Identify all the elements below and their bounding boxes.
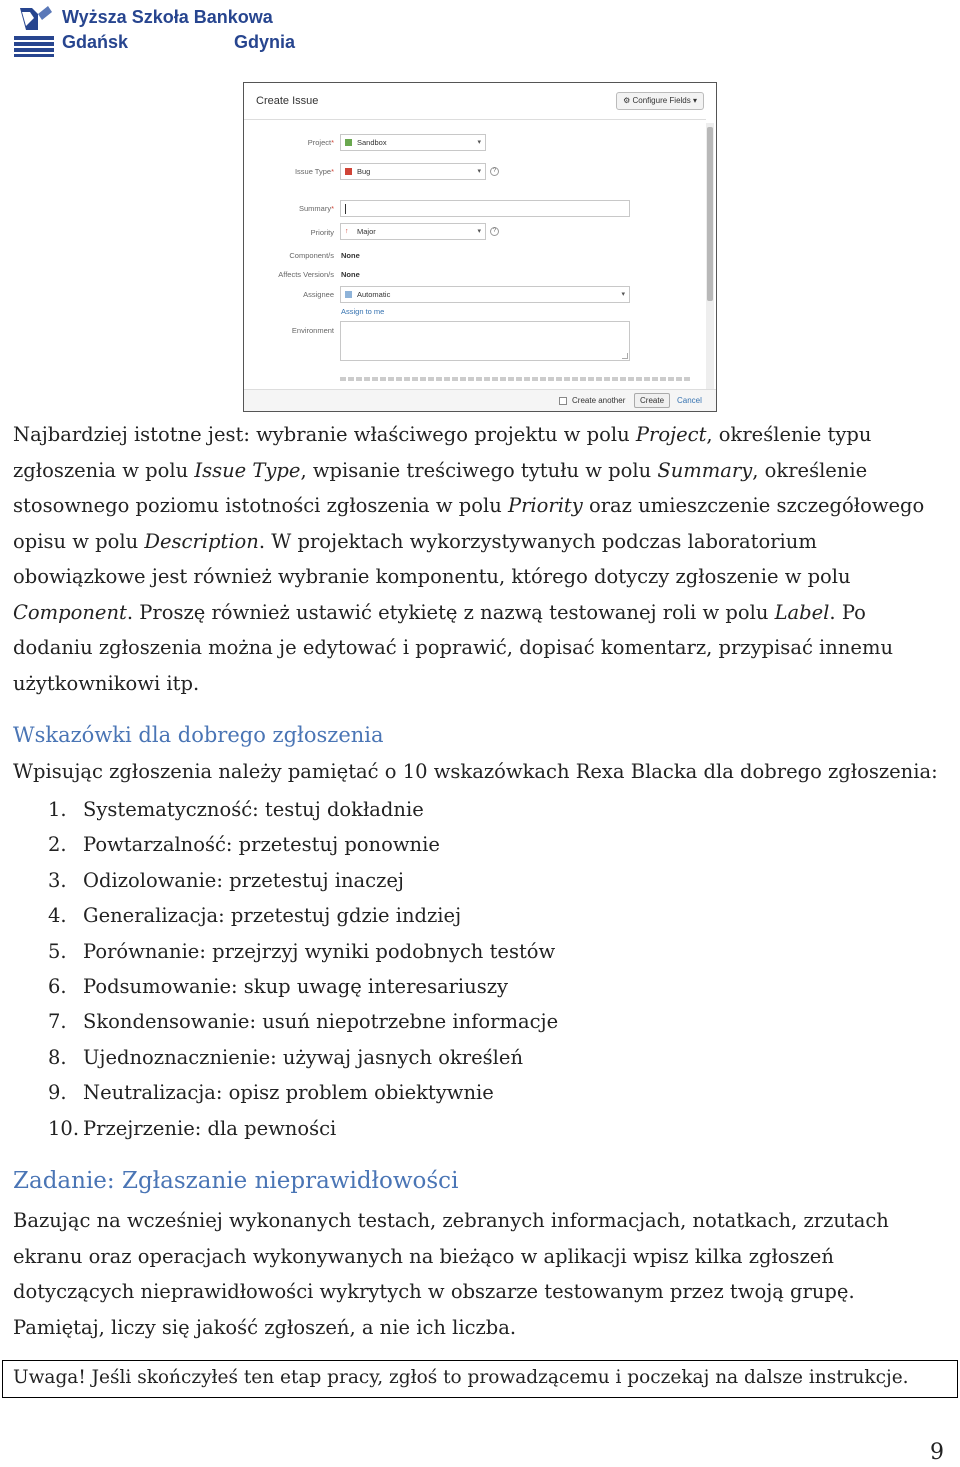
tips-intro: Wpisując zgłoszenia należy pamiętać o 10 wskazówkach Rexa Blacka dla dobrego zgłoszenia: (13, 760, 938, 783)
chevron-down-icon: ▾ (477, 168, 481, 175)
assignee-label: Assignee (303, 290, 334, 299)
list-item: 7. Skondensowanie: usuń niepotrzebne informacje (48, 1010, 559, 1034)
text-cursor (345, 204, 346, 214)
priority-select[interactable] (340, 223, 486, 240)
page-number: 9 (930, 1440, 944, 1465)
environment-textarea[interactable] (340, 321, 630, 361)
help-icon[interactable]: ? (490, 227, 499, 236)
project-value: Sandbox (357, 138, 387, 147)
term-label: Label (774, 600, 830, 624)
create-button[interactable]: Create (634, 393, 670, 408)
create-another-checkbox[interactable] (559, 397, 567, 405)
chevron-down-icon: ▾ (477, 139, 481, 146)
dialog-title: Create Issue (256, 95, 319, 107)
list-item: 10. Przejrzenie: dla pewności (48, 1116, 337, 1140)
project-select[interactable] (340, 134, 486, 151)
summary-input[interactable] (340, 200, 630, 217)
term-priority: Priority (507, 494, 583, 517)
assignee-select[interactable] (340, 286, 630, 303)
list-item: 9. Neutralizacja: opisz problem obiektywnie (48, 1081, 494, 1105)
task-paragraph: Bazując na wcześniej wykonanych testach, zebranych informacjach, notatkach, zrzutach ekranu oraz operacjach wykonywanych na bieżąco w aplikacji wpisz kilka zgłoszeń dotyczących nieprawidłowości wykrytych w obszarze testowanym przez twoją grupę. Pamiętaj, liczy się jakość zgłoszeń, a nie ich liczba. (13, 1209, 889, 1339)
create-issue-dialog-screenshot (243, 82, 717, 412)
issue-type-value: Bug (357, 167, 371, 176)
list-item: 4. Generalizacja: przetestuj gdzie indziej (48, 904, 462, 928)
school-logo (12, 4, 302, 60)
cancel-link[interactable]: Cancel (677, 396, 702, 405)
issue-type-label: Issue Type* (294, 167, 334, 176)
components-label: Component/s (289, 251, 334, 260)
configure-fields-button[interactable]: ⚙ Configure Fields ▾ (616, 92, 704, 110)
logo-city-gdynia: Gdynia (234, 32, 296, 52)
environment-label: Environment (291, 326, 334, 335)
project-icon (345, 139, 352, 146)
tips-heading: Wskazówki dla dobrego zgłoszenia (13, 723, 384, 747)
configure-fields-label: Configure Fields (632, 96, 691, 105)
assignee-value: Automatic (357, 290, 391, 299)
dialog-scrollbar-thumb[interactable] (707, 127, 713, 301)
term-component: Component (13, 600, 127, 624)
summary-label: Summary* (298, 204, 334, 213)
affects-version-value: None (341, 270, 360, 279)
assign-to-me-link[interactable]: Assign to me (341, 307, 385, 316)
avatar-icon (345, 291, 352, 298)
list-item: 1. Systematyczność: testuj dokładnie (48, 798, 424, 821)
term-issue-type: Issue Type (194, 458, 301, 482)
bug-icon (345, 168, 352, 175)
term-description: Description (144, 529, 259, 553)
instructions-paragraph: Najbardziej istotne jest: wybranie właściwego projektu w polu Project, określenie typu zgłoszenia w polu Issue Type, wpisanie treściwego tytułu w polu Summary, określenie stosownego poziomu istotności zgłoszenia w polu Priority oraz umieszczenie szczegółowego opisu w polu Description. W projektach wykorzystywanych podczas laboratorium obowiązkowe jest również wybranie komponentu, którego dotyczy zgłoszenie w polu Component. Proszę również ustawić etykietę z nazwą testowanej roli w polu Label. Po dodaniu zgłoszenia można je edytować i poprawić, dopisać komentarz, przypisać innemu użytkownikowi itp. (13, 423, 925, 695)
chevron-down-icon: ▾ (621, 291, 625, 298)
list-item: 2. Powtarzalność: przetestuj ponownie (48, 833, 440, 857)
term-summary: Summary (657, 458, 753, 482)
tips-list (48, 792, 558, 1146)
priority-value: Major (357, 227, 376, 236)
logo-emblem-icon (12, 4, 56, 58)
help-icon[interactable]: ? (490, 167, 499, 176)
dialog-header-divider (244, 119, 706, 120)
resize-grip-icon[interactable] (622, 353, 628, 359)
cut-off-help-text (340, 377, 690, 381)
create-another-label: Create another (572, 396, 626, 405)
list-item: 8. Ujednoznacznienie: używaj jasnych określeń (48, 1045, 523, 1069)
logo-name: Wyższa Szkoła Bankowa (62, 7, 273, 27)
list-item: 3. Odizolowanie: przetestuj inaczej (48, 868, 404, 892)
chevron-down-icon: ▾ (477, 228, 481, 235)
term-project: Project (635, 423, 707, 446)
dialog-footer (244, 389, 716, 411)
logo-city-gdansk: Gdańsk (62, 32, 129, 52)
components-value: None (341, 251, 360, 260)
list-item: 6. Podsumowanie: skup uwagę interesariuszy (48, 974, 509, 998)
affects-version-label: Affects Version/s (278, 270, 334, 279)
note-box: Uwaga! Jeśli skończyłeś ten etap pracy, zgłoś to prowadzącemu i poczekaj na dalsze instrukcje. (2, 1360, 958, 1398)
priority-label: Priority (310, 228, 334, 237)
project-label: Project* (307, 138, 334, 147)
list-item: 5. Porównanie: przejrzyj wyniki podobnych testów (48, 939, 556, 963)
task-heading: Zadanie: Zgłaszanie nieprawidłowości (13, 1168, 459, 1194)
issue-type-select[interactable] (340, 163, 486, 180)
arrow-up-icon: ↑ (345, 228, 349, 235)
